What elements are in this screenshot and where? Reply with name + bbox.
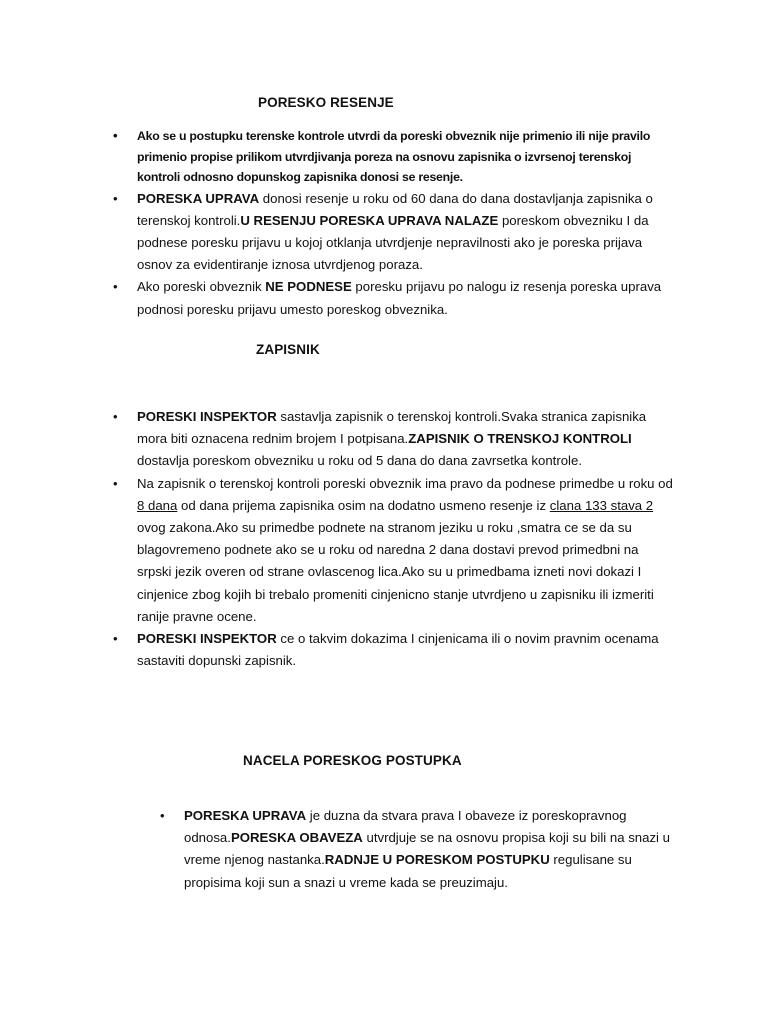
list-item [113, 188, 673, 277]
heading-poresko-resenje: PORESKO RESENJE [258, 95, 394, 110]
list-item [113, 276, 673, 320]
bullet-icon: • [113, 128, 118, 143]
bold-term: NE PODNESE [265, 279, 352, 295]
bullet-icon: • [113, 475, 118, 491]
bullet-icon: • [113, 409, 118, 424]
item-text: utvrdjuje se na osnovu propisa koji su bili na snazi u vreme njenog nastanka. [184, 830, 670, 868]
bold-term: PORESKA UPRAVA [184, 808, 307, 823]
bold-term: U RESENJU PORESKA UPRAVA NALAZE [240, 212, 499, 228]
item-text: regulisane su propisima koji sun a snazi u vreme kada se preuzimaju. [184, 852, 632, 890]
heading-nacela-poreskog-postupka: NACELA PORESKOG POSTUPKA [243, 753, 462, 768]
bullet-icon: • [113, 631, 118, 647]
bold-term: PORESKA OBAVEZA [230, 830, 363, 846]
list-item [113, 406, 673, 473]
bold-term: PORESKA UPRAVA [137, 190, 260, 206]
bullet-icon: • [113, 190, 118, 206]
bold-term: PORESKI INSPEKTOR [137, 409, 277, 424]
item-text: dostavlja poreskom obvezniku u roku od 5 dana do dana zavrsetka kontrole. [137, 453, 582, 469]
item-text: od dana prijema zapisnika osim na dodatno usmeno resenje iz [177, 497, 550, 513]
item-text: donosi resenje u roku od 60 dana do dana dostavljanja zapisnika o terenskoj kontroli. [137, 190, 653, 228]
item-text: je duzna da stvara prava I obaveze iz poreskopravnog odnosa. [184, 808, 627, 846]
list-nacela [160, 805, 680, 894]
item-text: ce o takvim dokazima I cinjenicama ili o novim pravnim ocenama sastaviti dopunski zapisnik. [137, 631, 659, 669]
underlined-term: clana 133 stava 2 [549, 497, 654, 513]
item-text: sastavlja zapisnik o terenskoj kontroli.Svaka stranica zapisnika mora biti oznacena rednim brojem I potpisana. [137, 409, 647, 447]
list-item [113, 473, 673, 628]
item-text: Ako se u postupku terenske kontrole utvrdi da poreski obveznik nije primenio ili nije pravilo primenio propise prilikom utvrdjivanja poreza na osnovu zapisnika o izvrsenoj terenskoj kontroli odnosno dopunskog zapisnika donosi se resenje. [137, 129, 651, 184]
heading-zapisnik: ZAPISNIK [256, 342, 320, 357]
list-item [113, 628, 673, 672]
item-text: ovog zakona.Ako su primedbe podnete na stranom jeziku u roku ,smatra ce se da su blagovremeno podnete ako se u roku od naredna 2 dana dostavi prevod primedbni na srpski jezik overen od strane ovlascenog lica.Ako su u primedbama izneti novi dokazi I cinjenice zbog kojih bi trebalo promeniti cinjenicno stanje utvrdjeno u zapisniku ili izmeriti ranije pravne ocene. [137, 520, 654, 624]
item-text: poreskom obvezniku I da podnese poresku prijavu u kojoj otklanja utvrdjenje nepravilnosti ako je poreska prijava osnov za evidentiranje iznosa utvrdjenog poraza. [137, 212, 649, 273]
list-zapisnik [113, 406, 673, 672]
bold-term: ZAPISNIK O TRENSKOJ KONTROLI [408, 431, 632, 447]
item-text: Na zapisnik o terenskoj kontroli poreski obveznik ima pravo da podnese primedbe u roku od [137, 475, 673, 491]
underlined-term: 8 dana [137, 497, 178, 513]
bold-term: PORESKI INSPEKTOR [137, 631, 277, 647]
bold-term: RADNJE U PORESKOM POSTUPKU [324, 852, 550, 868]
bullet-icon: • [113, 279, 118, 295]
item-text: Ako poreski obveznik [137, 279, 266, 295]
list-poresko-resenje [113, 126, 673, 321]
list-item [160, 805, 680, 894]
item-text: poresku prijavu po nalogu iz resenja poreska uprava podnosi poresku prijavu umesto poreskog obveznika. [137, 279, 662, 317]
list-item [113, 126, 673, 188]
bullet-icon: • [160, 808, 165, 823]
